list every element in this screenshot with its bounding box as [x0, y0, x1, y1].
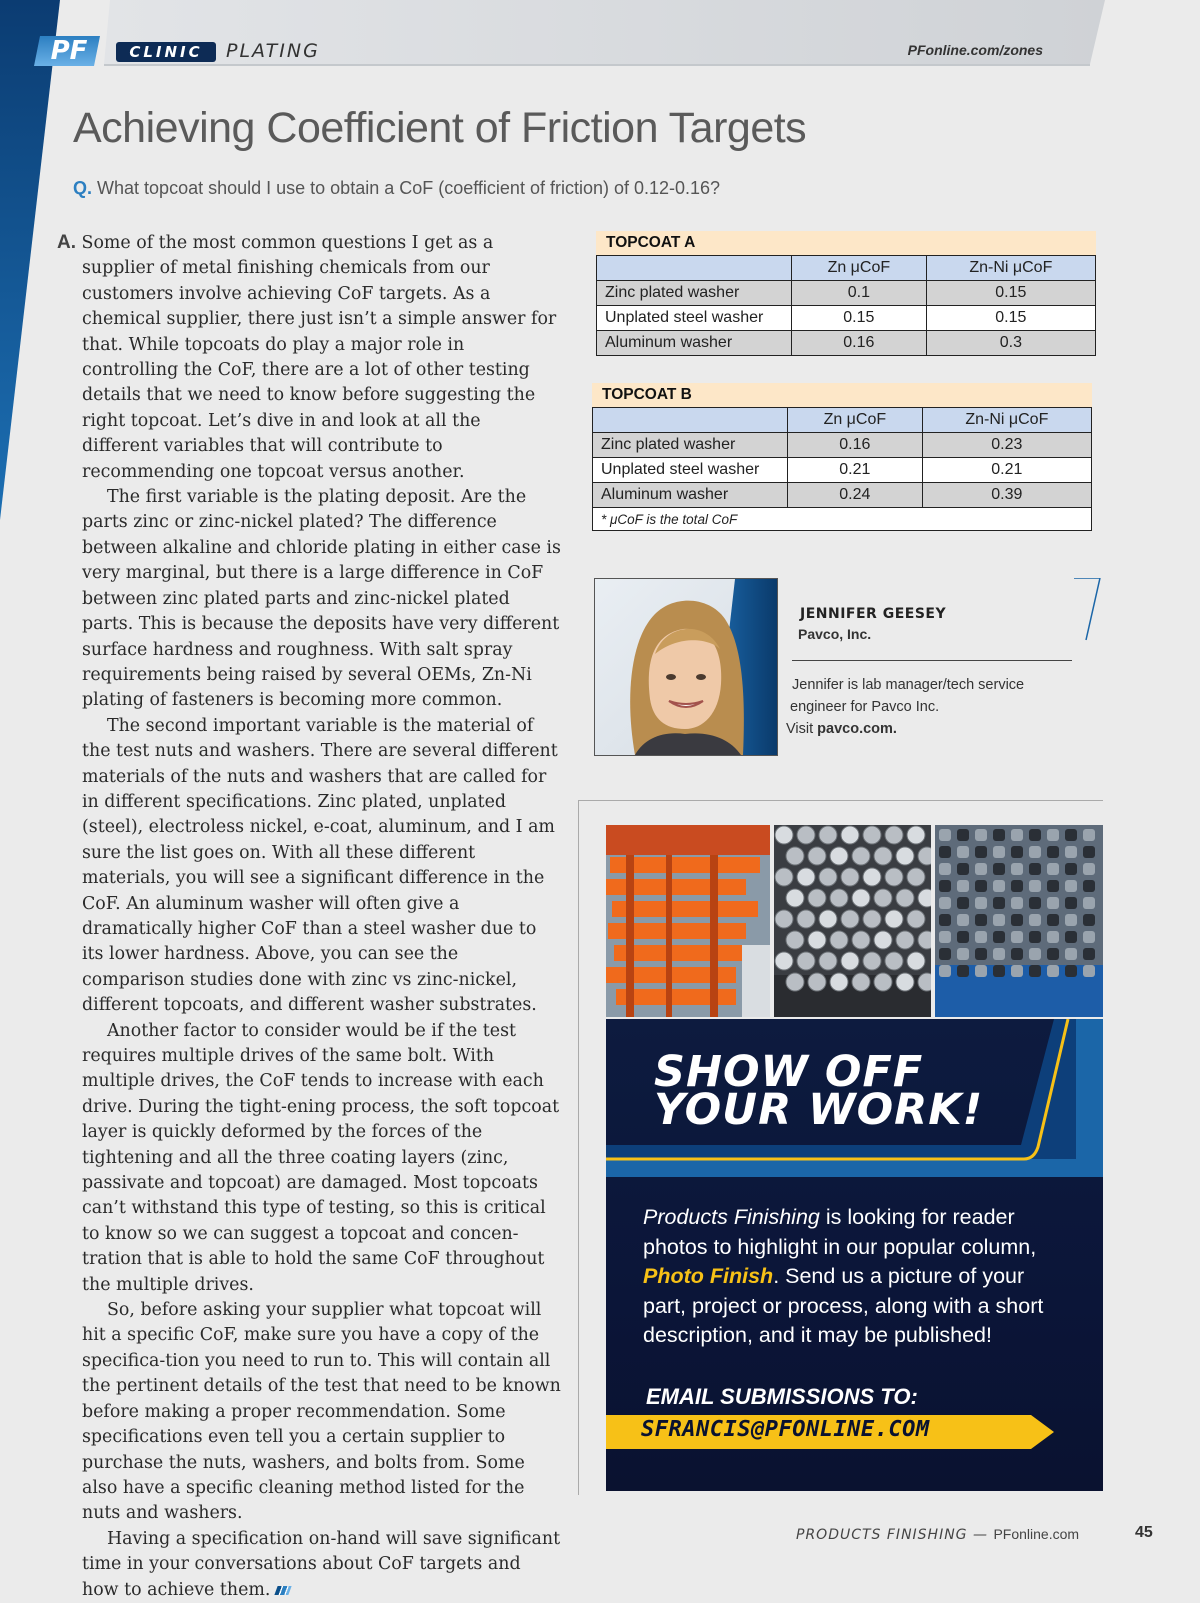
table-title: TOPCOAT B	[592, 383, 1092, 407]
steel-ball-shape	[775, 952, 793, 970]
author-bio-line: engineer for Pavco Inc.	[790, 699, 940, 715]
steel-ball-shape	[797, 868, 815, 886]
author-photo	[594, 578, 778, 756]
author-company: Pavco, Inc.	[798, 626, 872, 642]
hanging-part-shape	[939, 880, 951, 892]
photo-steel-balls	[774, 825, 931, 1017]
steel-ball-shape	[863, 952, 881, 970]
steel-ball-shape	[874, 889, 892, 907]
footer-url[interactable]: PFonline.com	[993, 1526, 1080, 1542]
hanging-part-shape	[1065, 914, 1077, 926]
hanging-part-shape	[1047, 931, 1059, 943]
table-cell: 0.23	[922, 433, 1091, 458]
hanging-part-shape	[1029, 829, 1041, 841]
hanging-part-shape	[1029, 965, 1041, 977]
steel-ball-shape	[863, 910, 881, 928]
hanging-part-shape	[993, 914, 1005, 926]
hanging-part-shape	[1047, 965, 1059, 977]
steel-ball-shape	[786, 931, 804, 949]
hanging-part-shape	[975, 914, 987, 926]
steel-ball-shape	[841, 826, 859, 844]
hanging-part-shape	[1065, 846, 1077, 858]
hanging-part-shape	[939, 948, 951, 960]
hanging-part-shape	[1029, 914, 1041, 926]
table-cell: 0.21	[788, 458, 923, 483]
hanging-part-shape	[957, 863, 969, 875]
steel-ball-shape	[852, 973, 870, 991]
row-label: Aluminum washer	[593, 483, 788, 508]
steel-ball-shape	[896, 973, 914, 991]
hanging-part-shape	[939, 965, 951, 977]
steel-ball-shape	[896, 847, 914, 865]
steel-ball-shape	[874, 847, 892, 865]
row-label: Unplated steel washer	[597, 306, 792, 331]
hanging-part-shape	[1047, 863, 1059, 875]
hanging-part-shape	[993, 863, 1005, 875]
steel-ball-shape	[918, 973, 931, 991]
steel-ball-shape	[907, 910, 925, 928]
hanging-part-shape	[1029, 948, 1041, 960]
hanging-part-shape	[1029, 863, 1041, 875]
steel-ball-shape	[830, 847, 848, 865]
steel-ball-shape	[874, 931, 892, 949]
question-marker: Q.	[73, 178, 93, 198]
body-paragraph: A. Some of the most common questions I get as a supplier of metal finishing chemicals from our customers involve achieving CoF targets. As a chemical supplier, there just isn’t a simple answer for that. While topcoats do play a major role in controlling the CoF, there are a lot of other testing details that we need to know before suggesting the right topcoat. Let’s dive in and look at all the different variables that will contribute to recommending one topcoat versus another.	[57, 232, 557, 482]
hanging-parts-image-icon	[935, 825, 1103, 1017]
hanging-part-shape	[1011, 931, 1023, 943]
steel-ball-shape	[852, 889, 870, 907]
steel-ball-shape	[885, 952, 903, 970]
hanging-part-shape	[993, 846, 1005, 858]
author-website-link[interactable]: pavco.com.	[817, 721, 897, 737]
hanging-part-shape	[1065, 965, 1077, 977]
table-cell: 0.1	[792, 281, 927, 306]
steel-ball-shape	[819, 910, 837, 928]
author-name: JENNIFER GEESEY	[800, 606, 947, 622]
hanging-part-shape	[957, 914, 969, 926]
hanging-part-shape	[1065, 897, 1077, 909]
hanging-part-shape	[975, 948, 987, 960]
hanging-part-shape	[993, 948, 1005, 960]
author-visit: Visit pavco.com.	[786, 721, 897, 737]
table-header-cell	[593, 408, 788, 433]
hanging-part-shape	[993, 880, 1005, 892]
steel-ball-shape	[830, 931, 848, 949]
hanging-part-shape	[1047, 948, 1059, 960]
steel-ball-shape	[775, 826, 793, 844]
steel-ball-shape	[841, 910, 859, 928]
hanging-part-shape	[1011, 846, 1023, 858]
hanging-part-shape	[975, 931, 987, 943]
section-badge: CLINIC	[116, 42, 216, 62]
steel-ball-shape	[885, 868, 903, 886]
hanging-part-shape	[1083, 829, 1095, 841]
hanging-part-shape	[957, 846, 969, 858]
photo-hanging-parts	[935, 825, 1103, 1017]
hanging-part-shape	[1029, 897, 1041, 909]
hanging-part-shape	[975, 897, 987, 909]
hanging-part-shape	[1083, 965, 1095, 977]
steel-ball-shape	[918, 931, 931, 949]
steel-balls-image-icon	[774, 825, 931, 1017]
ad-headline: YOUR WORK!	[654, 1085, 984, 1135]
topcoat-b-table	[592, 383, 1092, 531]
page-footer: PRODUCTS FINISHING — PFonline.com	[796, 1526, 1080, 1543]
steel-ball-shape	[808, 847, 826, 865]
steel-ball-shape	[907, 952, 925, 970]
section-topic: PLATING	[226, 40, 320, 62]
steel-ball-shape	[852, 847, 870, 865]
hanging-part-shape	[1047, 880, 1059, 892]
steel-ball-shape	[819, 868, 837, 886]
body-paragraph: Another factor to consider would be if the test requires multiple drives of the same bolt. With multiple drives, the CoF tends to increase with each drive. During the tight-ening process, the soft topcoat layer is quickly deformed by the forces of the tightening and all the three coating layers (zinc, passivate and topcoat) are damaged. Most topcoats can’t withstand this type of testing, so this is critical to know so we can suggest a topcoat and concen-tration that is able to hold the same CoF throughout the multiple drives.	[82, 1020, 560, 1295]
table-row	[593, 433, 1092, 458]
hanging-part-shape	[1065, 880, 1077, 892]
ad-email-link[interactable]: SFRANCIS@PFONLINE.COM	[641, 1417, 930, 1442]
table-cell: 0.24	[788, 483, 923, 508]
author-bio	[786, 674, 1076, 740]
ad-divider	[578, 800, 1103, 801]
steel-ball-shape	[797, 910, 815, 928]
steel-ball-shape	[874, 973, 892, 991]
row-label: Aluminum washer	[597, 331, 792, 356]
photo-orange-racks	[606, 825, 770, 1017]
steel-ball-shape	[786, 889, 804, 907]
hanging-part-shape	[975, 965, 987, 977]
table-header-cell: Zn-Ni μCoF	[922, 408, 1091, 433]
hanging-part-shape	[1029, 846, 1041, 858]
hanging-part-shape	[1083, 863, 1095, 875]
hanging-part-shape	[939, 931, 951, 943]
steel-ball-shape	[918, 889, 931, 907]
hanging-part-shape	[1011, 914, 1023, 926]
hanging-part-shape	[1047, 914, 1059, 926]
hanging-part-shape	[957, 965, 969, 977]
article-title: Achieving Coefficient of Friction Targets	[73, 104, 807, 152]
steel-ball-shape	[775, 868, 793, 886]
pf-logo: PF	[50, 36, 88, 66]
orange-racks-image-icon	[606, 825, 770, 1017]
ad-body-text: Products Finishing is looking for reader photos to highlight in our popular column, Photo Finish. Send us a picture of your part, project or process, along with a short description, and it may be published!	[643, 1205, 1044, 1347]
row-label: Zinc plated washer	[593, 433, 788, 458]
steel-ball-shape	[775, 910, 793, 928]
decorative-slash	[1074, 578, 1102, 644]
hanging-part-shape	[1047, 829, 1059, 841]
steel-ball-shape	[808, 973, 826, 991]
hanging-part-shape	[1011, 880, 1023, 892]
table-row	[597, 281, 1096, 306]
row-label: Unplated steel washer	[593, 458, 788, 483]
steel-ball-shape	[907, 826, 925, 844]
table-header-cell	[597, 256, 792, 281]
hanging-part-shape	[957, 880, 969, 892]
steel-ball-shape	[896, 889, 914, 907]
photo-strip	[606, 825, 1103, 1017]
ad-headline: SHOW OFF	[654, 1047, 924, 1097]
hanging-part-shape	[939, 846, 951, 858]
steel-ball-shape	[830, 973, 848, 991]
table-cell: 0.16	[792, 331, 927, 356]
hanging-part-shape	[1083, 914, 1095, 926]
left-blue-edge	[0, 0, 60, 520]
body-paragraph: Having a specification on-hand will save significant time in your conversations about CoF targets and how to achieve them.	[82, 1528, 561, 1600]
steel-ball-shape	[852, 931, 870, 949]
table-cell: 0.16	[788, 433, 923, 458]
hanging-part-shape	[993, 965, 1005, 977]
page-number: 45	[1135, 1524, 1153, 1541]
table-cell: 0.15	[926, 281, 1095, 306]
hanging-part-shape	[1011, 965, 1023, 977]
hanging-part-shape	[957, 897, 969, 909]
show-off-ad	[606, 1019, 1103, 1491]
steel-ball-shape	[885, 826, 903, 844]
hanging-part-shape	[1011, 948, 1023, 960]
table-row	[593, 483, 1092, 508]
hanging-part-shape	[1029, 880, 1041, 892]
hanging-part-shape	[1083, 880, 1095, 892]
ad-divider	[578, 800, 579, 1495]
question-text: What topcoat should I use to obtain a CoF (coefficient of friction) of 0.12-0.16?	[97, 178, 721, 198]
steel-ball-shape	[819, 826, 837, 844]
hanging-part-shape	[939, 914, 951, 926]
steel-ball-shape	[885, 910, 903, 928]
table-header-cell: Zn-Ni μCoF	[926, 256, 1095, 281]
steel-ball-shape	[797, 826, 815, 844]
table-note: * μCoF is the total CoF	[593, 508, 1092, 531]
hanging-part-shape	[1029, 931, 1041, 943]
hanging-part-shape	[939, 863, 951, 875]
hanging-part-shape	[975, 846, 987, 858]
table-row	[597, 331, 1096, 356]
header-url[interactable]: PFonline.com/zones	[907, 42, 1043, 58]
hanging-part-shape	[957, 829, 969, 841]
hanging-part-shape	[1065, 863, 1077, 875]
steel-ball-shape	[863, 826, 881, 844]
table-cell: 0.15	[792, 306, 927, 331]
hanging-part-shape	[1083, 931, 1095, 943]
hanging-part-shape	[1047, 846, 1059, 858]
hanging-part-shape	[1011, 829, 1023, 841]
divider	[792, 660, 1072, 661]
table-header-cell: Zn μCoF	[788, 408, 923, 433]
hanging-part-shape	[975, 863, 987, 875]
hanging-part-shape	[1065, 948, 1077, 960]
steel-ball-shape	[808, 889, 826, 907]
hanging-part-shape	[1011, 897, 1023, 909]
table-cell: 0.15	[926, 306, 1095, 331]
topcoat-a-table	[596, 231, 1096, 356]
ad-email-label: EMAIL SUBMISSIONS TO:	[646, 1384, 918, 1409]
body-paragraph: So, before asking your supplier what topcoat will hit a specific CoF, make sure you have a copy of the specifica-tion you need to run to. This will contain all the pertinent details of the test that need to be known before making a proper recommendation. Some specifications even tell you a certain supplier to purchase the nuts, washers, and bolts from. Some also have a specific cleaning method listed for the nuts and washers.	[82, 1300, 561, 1524]
steel-ball-shape	[896, 931, 914, 949]
hanging-part-shape	[939, 897, 951, 909]
table-cell: 0.39	[922, 483, 1091, 508]
steel-ball-shape	[907, 868, 925, 886]
hanging-part-shape	[1047, 897, 1059, 909]
body-paragraph: The second important variable is the material of the test nuts and washers. There are several different materials of the nuts and washers that are called for in different specifications. Zinc plated, unplated (steel), electroless nickel, e-coat, aluminum, and I am sure the list goes on. With all these different materials, you will see a significant difference in the CoF. An aluminum washer will often give a dramatically higher CoF than a steel washer due to its lower hardness. Above, you can see the comparison studies done with zinc vs zinc-nickel, different topcoats, and different washer substrates.	[82, 715, 558, 1016]
row-label: Zinc plated washer	[597, 281, 792, 306]
article-question	[73, 178, 720, 199]
hanging-part-shape	[1083, 948, 1095, 960]
author-box	[594, 578, 1104, 756]
body-paragraph: The first variable is the plating deposit. Are the parts zinc or zinc-nickel plated? The difference between alkaline and chloride plating in either case is very marginal, but there is a large difference in CoF between zinc plated parts and zinc-nickel plated parts. This is because the deposits have very different surface hardness and roughness. With salt spray requirements being raised by several OEMs, Zn-Ni plating of fasteners is becoming more common.	[82, 487, 561, 711]
article-body	[57, 230, 562, 1603]
table-cell: 0.3	[926, 331, 1095, 356]
author-portrait-icon	[595, 579, 777, 755]
end-mark-icon	[275, 1586, 292, 1595]
hanging-part-shape	[957, 948, 969, 960]
hanging-part-shape	[975, 880, 987, 892]
hanging-part-shape	[939, 829, 951, 841]
hanging-part-shape	[993, 897, 1005, 909]
hanging-part-shape	[993, 829, 1005, 841]
steel-ball-shape	[918, 847, 931, 865]
hanging-part-shape	[975, 829, 987, 841]
hanging-part-shape	[1065, 931, 1077, 943]
table-row	[597, 306, 1096, 331]
steel-ball-shape	[786, 847, 804, 865]
table-header-row	[597, 256, 1096, 281]
table-note-row	[593, 508, 1092, 531]
table-cell: 0.21	[922, 458, 1091, 483]
table-row	[593, 458, 1092, 483]
hanging-part-shape	[1083, 846, 1095, 858]
hanging-part-shape	[1011, 863, 1023, 875]
steel-ball-shape	[797, 952, 815, 970]
hanging-part-shape	[993, 931, 1005, 943]
steel-ball-shape	[819, 952, 837, 970]
hanging-part-shape	[957, 931, 969, 943]
steel-ball-shape	[863, 868, 881, 886]
hanging-part-shape	[1083, 897, 1095, 909]
table-header-row	[593, 408, 1092, 433]
table-header-cell: Zn μCoF	[792, 256, 927, 281]
footer-magazine: PRODUCTS FINISHING	[796, 1527, 968, 1543]
steel-ball-shape	[841, 952, 859, 970]
steel-ball-shape	[841, 868, 859, 886]
steel-ball-shape	[808, 931, 826, 949]
table-title: TOPCOAT A	[596, 231, 1096, 255]
steel-ball-shape	[786, 973, 804, 991]
hanging-part-shape	[1065, 829, 1077, 841]
answer-marker: A.	[57, 232, 76, 253]
author-bio-line: Jennifer is lab manager/tech service	[792, 677, 1025, 693]
steel-ball-shape	[830, 889, 848, 907]
